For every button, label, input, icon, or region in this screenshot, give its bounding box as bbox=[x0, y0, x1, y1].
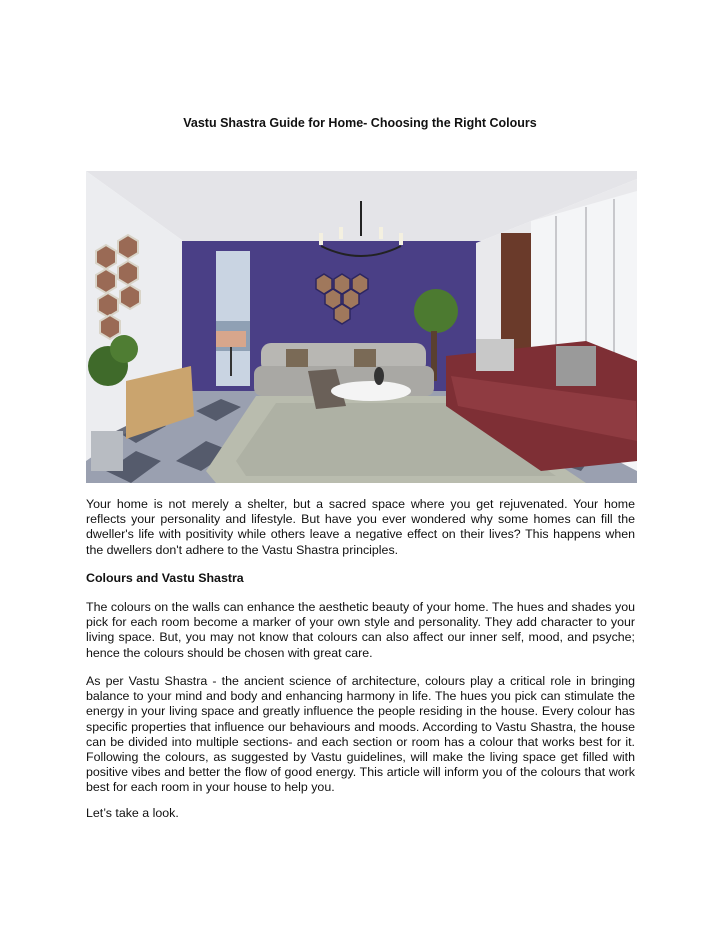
closing-line: Let’s take a look. bbox=[86, 806, 179, 820]
document-title: Vastu Shastra Guide for Home- Choosing the Right Colours bbox=[183, 116, 537, 130]
body-paragraph-1: The colours on the walls can enhance the aesthetic beauty of your home. The hues and shades you pick for each room become a marker of your own style and personality. They add character to your living space. But, you may not know that colours can also affect our inner self, mood, and psyche; hence the colours should be chosen with great care. bbox=[86, 600, 635, 660]
body-paragraph-2: As per Vastu Shastra - the ancient science of architecture, colours play a critical role in bringing balance to your mind and body and enhancing harmony in life. The hues you pick can stimulate the energy in your living space and greatly influence the people residing in the house. Every colour has specific properties that influence our behaviours and moods. According to Vastu Shastra, the house can be divided into multiple sections- and each section or room has a colour that works best for it. Following the colours, as suggested by Vastu guidelines, will make the living space get filled with positive vibes and better the flow of good energy. This article will inform you of the colours that work best for each room in your house to help you. bbox=[86, 674, 635, 795]
intro-paragraph: Your home is not merely a shelter, but a sacred space where you get rejuvenated. Your home reflects your personality and lifestyle. But have you ever wondered why some homes can fill the dweller's life with positivity while others leave a negative effect on their lives? This happens when the dwellers don't adhere to the Vastu Shastra principles. bbox=[86, 497, 635, 557]
living-room-photo bbox=[86, 171, 637, 483]
section-heading: Colours and Vastu Shastra bbox=[86, 571, 244, 585]
